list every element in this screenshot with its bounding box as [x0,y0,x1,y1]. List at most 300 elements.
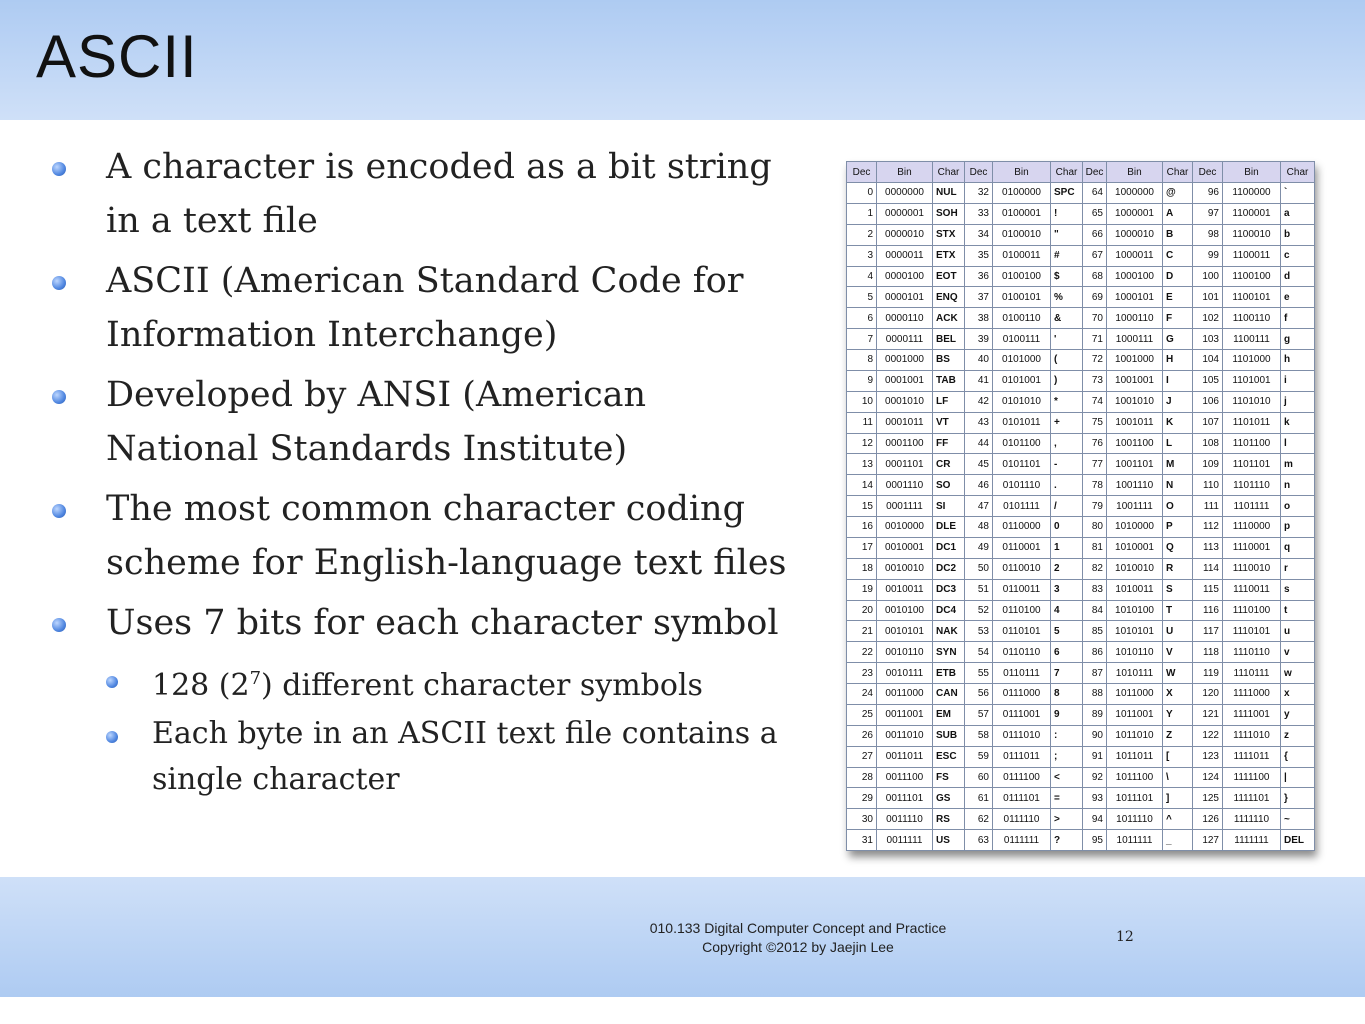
char-cell: DEL [1281,830,1315,851]
dec-cell: 37 [965,287,993,308]
dec-cell: 87 [1083,663,1107,684]
dec-cell: 127 [1193,830,1223,851]
dec-cell: 51 [965,579,993,600]
bin-cell: 0011110 [877,809,933,830]
table-row [847,684,1315,705]
char-cell: * [1051,391,1083,412]
bin-cell: 1100111 [1223,329,1281,350]
bin-cell: 0010011 [877,579,933,600]
char-cell: VT [933,412,965,433]
dec-cell: 66 [1083,224,1107,245]
dec-cell: 10 [847,391,877,412]
char-cell: < [1051,767,1083,788]
char-cell: { [1281,746,1315,767]
char-cell: 2 [1051,558,1083,579]
dec-cell: 41 [965,370,993,391]
table-row [847,642,1315,663]
dec-cell: 73 [1083,370,1107,391]
bin-cell: 1100001 [1223,203,1281,224]
dec-cell: 125 [1193,788,1223,809]
char-cell: r [1281,558,1315,579]
dec-cell: 1 [847,203,877,224]
dec-cell: 122 [1193,725,1223,746]
char-cell: : [1051,725,1083,746]
bin-cell: 0010001 [877,537,933,558]
char-cell: > [1051,809,1083,830]
char-cell: _ [1163,830,1193,851]
bin-cell: 1101111 [1223,496,1281,517]
bin-cell: 1001110 [1107,475,1163,496]
dec-cell: 22 [847,642,877,663]
bin-cell: 0101101 [993,454,1051,475]
dec-cell: 89 [1083,704,1107,725]
bin-cell: 0000000 [877,183,933,204]
table-row [847,663,1315,684]
bin-cell: 1011011 [1107,746,1163,767]
char-cell: BS [933,350,965,371]
dec-cell: 34 [965,224,993,245]
bin-cell: 1010100 [1107,600,1163,621]
char-cell: ETB [933,663,965,684]
bin-cell: 0110001 [993,537,1051,558]
char-cell: ACK [933,308,965,329]
dec-cell: 45 [965,454,993,475]
table-row [847,245,1315,266]
dec-cell: 121 [1193,704,1223,725]
char-cell: 4 [1051,600,1083,621]
char-cell: SO [933,475,965,496]
char-cell: H [1163,350,1193,371]
char-cell: a [1281,203,1315,224]
bin-cell: 0000010 [877,224,933,245]
char-cell: CR [933,454,965,475]
table-row [847,579,1315,600]
dec-cell: 49 [965,537,993,558]
char-cell: ' [1051,329,1083,350]
bin-cell: 0100111 [993,329,1051,350]
char-cell: O [1163,496,1193,517]
char-cell: e [1281,287,1315,308]
char-cell: w [1281,663,1315,684]
dec-cell: 25 [847,704,877,725]
char-cell: g [1281,329,1315,350]
bin-cell: 0001100 [877,433,933,454]
dec-cell: 88 [1083,684,1107,705]
bin-cell: 0011100 [877,767,933,788]
char-cell: . [1051,475,1083,496]
column-header: Bin [1223,162,1281,183]
char-cell: 0 [1051,517,1083,538]
dec-cell: 63 [965,830,993,851]
table-row [847,287,1315,308]
bin-cell: 1010111 [1107,663,1163,684]
char-cell: ENQ [933,287,965,308]
ascii-table [846,161,1315,851]
dec-cell: 61 [965,788,993,809]
dec-cell: 32 [965,183,993,204]
dec-cell: 38 [965,308,993,329]
bin-cell: 0000101 [877,287,933,308]
dec-cell: 114 [1193,558,1223,579]
dec-cell: 72 [1083,350,1107,371]
bin-cell: 0111100 [993,767,1051,788]
char-cell: n [1281,475,1315,496]
dec-cell: 33 [965,203,993,224]
char-cell: f [1281,308,1315,329]
table-row [847,329,1315,350]
dec-cell: 76 [1083,433,1107,454]
char-cell: DC2 [933,558,965,579]
bin-cell: 0111101 [993,788,1051,809]
char-cell: + [1051,412,1083,433]
bin-cell: 1101100 [1223,433,1281,454]
char-cell: 8 [1051,684,1083,705]
dec-cell: 3 [847,245,877,266]
dec-cell: 23 [847,663,877,684]
dec-cell: 124 [1193,767,1223,788]
dec-cell: 16 [847,517,877,538]
char-cell: NUL [933,183,965,204]
char-cell: & [1051,308,1083,329]
char-cell: | [1281,767,1315,788]
table-row [847,746,1315,767]
bin-cell: 0001001 [877,370,933,391]
bin-cell: 1110110 [1223,642,1281,663]
bin-cell: 1100011 [1223,245,1281,266]
dec-cell: 8 [847,350,877,371]
column-header: Dec [1193,162,1223,183]
table-row [847,454,1315,475]
bin-cell: 1000110 [1107,308,1163,329]
char-cell: ) [1051,370,1083,391]
char-cell: d [1281,266,1315,287]
bin-cell: 1001001 [1107,370,1163,391]
bin-cell: 0111011 [993,746,1051,767]
table-row [847,350,1315,371]
dec-cell: 119 [1193,663,1223,684]
bin-cell: 0001000 [877,350,933,371]
table-row [847,809,1315,830]
dec-cell: 19 [847,579,877,600]
sub-bullet-dot-icon [106,731,118,743]
sub-bullet-dot-icon [106,676,118,688]
dec-cell: 71 [1083,329,1107,350]
bin-cell: 0011101 [877,788,933,809]
bin-cell: 1010000 [1107,517,1163,538]
column-header: Bin [1107,162,1163,183]
char-cell: s [1281,579,1315,600]
dec-cell: 92 [1083,767,1107,788]
bin-cell: 1101101 [1223,454,1281,475]
bin-cell: 1101010 [1223,391,1281,412]
dec-cell: 84 [1083,600,1107,621]
char-cell: G [1163,329,1193,350]
char-cell: C [1163,245,1193,266]
char-cell: 1 [1051,537,1083,558]
dec-cell: 14 [847,475,877,496]
bin-cell: 0110000 [993,517,1051,538]
dec-cell: 120 [1193,684,1223,705]
char-cell: SPC [1051,183,1083,204]
char-cell: US [933,830,965,851]
dec-cell: 64 [1083,183,1107,204]
footer-course [598,919,998,957]
dec-cell: 24 [847,684,877,705]
bin-cell: 1011000 [1107,684,1163,705]
bin-cell: 0101100 [993,433,1051,454]
char-cell: J [1163,391,1193,412]
dec-cell: 0 [847,183,877,204]
dec-cell: 81 [1083,537,1107,558]
bin-cell: 1110000 [1223,517,1281,538]
bin-cell: 0010000 [877,517,933,538]
char-cell: EOT [933,266,965,287]
dec-cell: 20 [847,600,877,621]
bullet-dot-icon [52,618,66,632]
dec-cell: 93 [1083,788,1107,809]
char-cell: u [1281,621,1315,642]
dec-cell: 39 [965,329,993,350]
table-row [847,224,1315,245]
char-cell: Q [1163,537,1193,558]
dec-cell: 101 [1193,287,1223,308]
dec-cell: 29 [847,788,877,809]
bin-cell: 0101011 [993,412,1051,433]
table-row [847,496,1315,517]
dec-cell: 74 [1083,391,1107,412]
char-cell: } [1281,788,1315,809]
table-row [847,621,1315,642]
dec-cell: 70 [1083,308,1107,329]
char-cell: = [1051,788,1083,809]
char-cell: SI [933,496,965,517]
char-cell: CAN [933,684,965,705]
char-cell: l [1281,433,1315,454]
bin-cell: 0011000 [877,684,933,705]
char-cell: i [1281,370,1315,391]
dec-cell: 96 [1193,183,1223,204]
dec-cell: 109 [1193,454,1223,475]
char-cell: z [1281,725,1315,746]
bullet-text: Developed by ANSI (American National Standards Institute) [106,375,647,469]
footer-course-title: 010.133 Digital Computer Concept and Practice [649,920,947,936]
bin-cell: 0110011 [993,579,1051,600]
char-cell: y [1281,704,1315,725]
bin-cell: 1011111 [1107,830,1163,851]
bin-cell: 0000100 [877,266,933,287]
char-cell: F [1163,308,1193,329]
table-row [847,475,1315,496]
dec-cell: 126 [1193,809,1223,830]
bin-cell: 1010001 [1107,537,1163,558]
dec-cell: 62 [965,809,993,830]
char-cell: NAK [933,621,965,642]
bin-cell: 1111101 [1223,788,1281,809]
bin-cell: 1011100 [1107,767,1163,788]
char-cell: TAB [933,370,965,391]
char-cell: p [1281,517,1315,538]
dec-cell: 99 [1193,245,1223,266]
char-cell: % [1051,287,1083,308]
dec-cell: 11 [847,412,877,433]
dec-cell: 36 [965,266,993,287]
bullet-item [50,596,790,650]
char-cell: DC1 [933,537,965,558]
dec-cell: 30 [847,809,877,830]
bin-cell: 1010010 [1107,558,1163,579]
dec-cell: 67 [1083,245,1107,266]
bullet-item [50,482,790,590]
char-cell: ESC [933,746,965,767]
char-cell: \ [1163,767,1193,788]
char-cell: N [1163,475,1193,496]
char-cell: SOH [933,203,965,224]
char-cell: b [1281,224,1315,245]
bin-cell: 1100010 [1223,224,1281,245]
dec-cell: 118 [1193,642,1223,663]
slide-title: ASCII [36,23,198,90]
bin-cell: 1011110 [1107,809,1163,830]
char-cell: ~ [1281,809,1315,830]
bin-cell: 1001111 [1107,496,1163,517]
dec-cell: 65 [1083,203,1107,224]
char-cell: 9 [1051,704,1083,725]
char-cell: @ [1163,183,1193,204]
char-cell: GS [933,788,965,809]
dec-cell: 5 [847,287,877,308]
bin-cell: 0001011 [877,412,933,433]
char-cell: A [1163,203,1193,224]
bin-cell: 0110110 [993,642,1051,663]
dec-cell: 47 [965,496,993,517]
dec-cell: 50 [965,558,993,579]
char-cell: S [1163,579,1193,600]
bin-cell: 1001101 [1107,454,1163,475]
bin-cell: 0000011 [877,245,933,266]
bin-cell: 0011011 [877,746,933,767]
bin-cell: 0100101 [993,287,1051,308]
bin-cell: 0100110 [993,308,1051,329]
bin-cell: 0111001 [993,704,1051,725]
bin-cell: 1100000 [1223,183,1281,204]
dec-cell: 123 [1193,746,1223,767]
char-cell: [ [1163,746,1193,767]
char-cell: - [1051,454,1083,475]
dec-cell: 2 [847,224,877,245]
table-row [847,767,1315,788]
bin-cell: 0000111 [877,329,933,350]
char-cell: ! [1051,203,1083,224]
dec-cell: 77 [1083,454,1107,475]
bin-cell: 1001000 [1107,350,1163,371]
bin-cell: 1010110 [1107,642,1163,663]
char-cell: STX [933,224,965,245]
bullet-text: The most common character coding scheme for English-language text files [106,489,787,583]
table-row [847,391,1315,412]
bullet-text: Uses 7 bits for each character symbol [106,603,779,643]
bin-cell: 1100100 [1223,266,1281,287]
char-cell: DC3 [933,579,965,600]
dec-cell: 95 [1083,830,1107,851]
dec-cell: 116 [1193,600,1223,621]
table-row [847,308,1315,329]
dec-cell: 56 [965,684,993,705]
dec-cell: 100 [1193,266,1223,287]
bin-cell: 1110101 [1223,621,1281,642]
bin-cell: 1001010 [1107,391,1163,412]
bin-cell: 1110011 [1223,579,1281,600]
char-cell: 7 [1051,663,1083,684]
dec-cell: 17 [847,537,877,558]
bin-cell: 0010110 [877,642,933,663]
table-row [847,412,1315,433]
table-row [847,266,1315,287]
bin-cell: 0101010 [993,391,1051,412]
bin-cell: 1010101 [1107,621,1163,642]
bullet-dot-icon [52,276,66,290]
dec-cell: 68 [1083,266,1107,287]
dec-cell: 55 [965,663,993,684]
bin-cell: 1110111 [1223,663,1281,684]
bin-cell: 0001111 [877,496,933,517]
char-cell: / [1051,496,1083,517]
dec-cell: 82 [1083,558,1107,579]
bin-cell: 1001100 [1107,433,1163,454]
dec-cell: 9 [847,370,877,391]
char-cell: BEL [933,329,965,350]
char-cell: q [1281,537,1315,558]
table-header-row [847,162,1315,183]
bin-cell: 1110100 [1223,600,1281,621]
dec-cell: 43 [965,412,993,433]
bin-cell: 0010010 [877,558,933,579]
bin-cell: 0111010 [993,725,1051,746]
dec-cell: 85 [1083,621,1107,642]
dec-cell: 46 [965,475,993,496]
bin-cell: 0100001 [993,203,1051,224]
bin-cell: 0110101 [993,621,1051,642]
bullet-text: A character is encoded as a bit string in a text file [106,147,772,241]
dec-cell: 31 [847,830,877,851]
bin-cell: 0010101 [877,621,933,642]
char-cell: 6 [1051,642,1083,663]
char-cell: EM [933,704,965,725]
dec-cell: 35 [965,245,993,266]
bin-cell: 0110111 [993,663,1051,684]
char-cell: K [1163,412,1193,433]
char-cell: LF [933,391,965,412]
char-cell: o [1281,496,1315,517]
column-header: Bin [993,162,1051,183]
char-cell: v [1281,642,1315,663]
bullet-list [50,140,790,803]
char-cell: " [1051,224,1083,245]
dec-cell: 113 [1193,537,1223,558]
bin-cell: 1111110 [1223,809,1281,830]
bin-cell: 0111000 [993,684,1051,705]
bin-cell: 1100110 [1223,308,1281,329]
dec-cell: 107 [1193,412,1223,433]
dec-cell: 78 [1083,475,1107,496]
bin-cell: 0101111 [993,496,1051,517]
sub-bullet-text: ) different character symbols [261,668,703,703]
page-number: 12 [1116,929,1134,945]
bin-cell: 0110010 [993,558,1051,579]
dec-cell: 91 [1083,746,1107,767]
table-row [847,600,1315,621]
char-cell: FF [933,433,965,454]
bin-cell: 1111011 [1223,746,1281,767]
